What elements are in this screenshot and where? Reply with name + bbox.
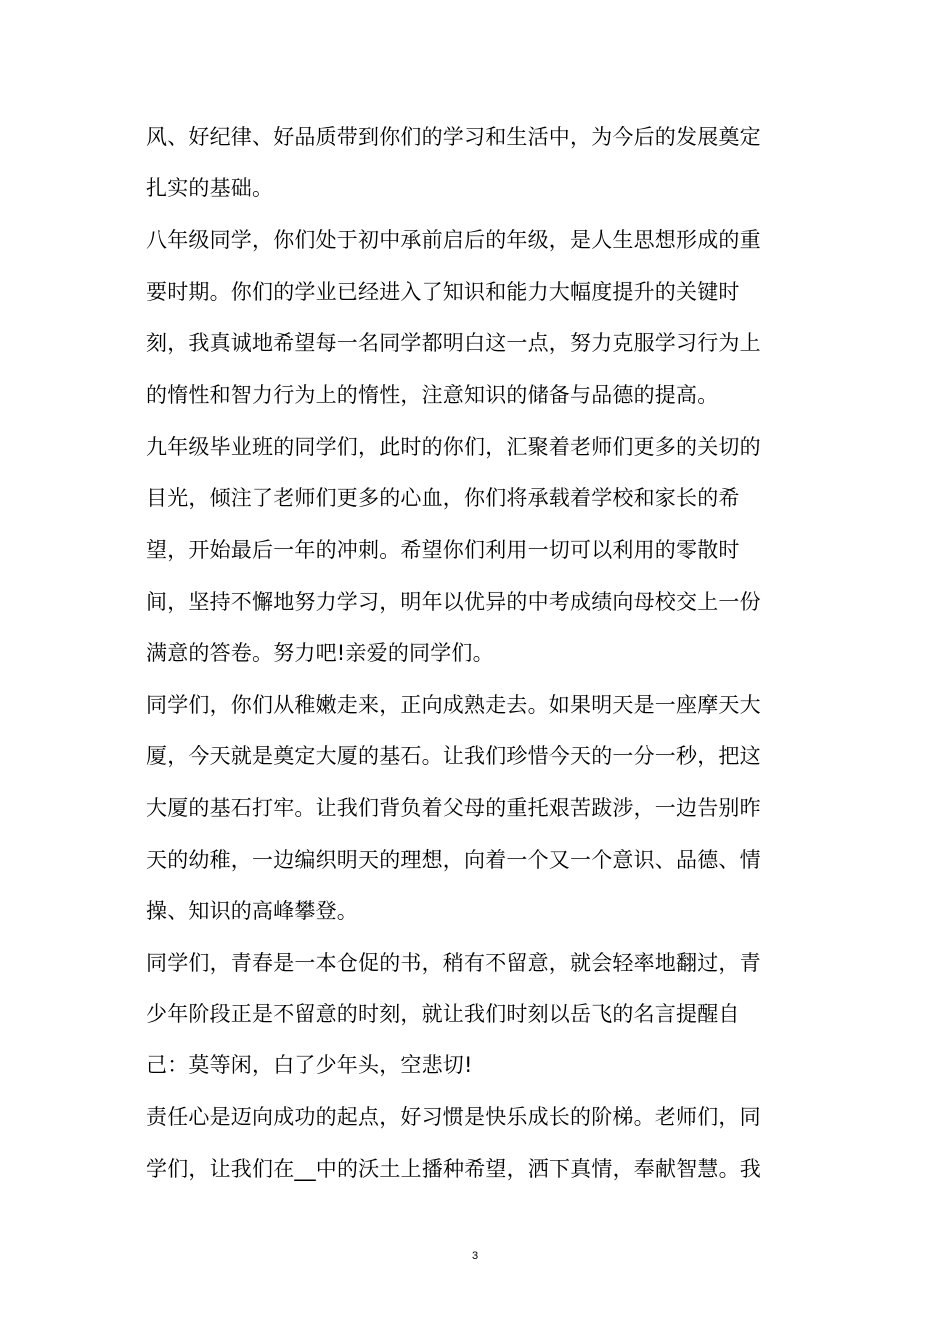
text-line: 扎实的基础。	[146, 176, 274, 200]
text-line: 厦，今天就是奠定大厦的基石。让我们珍惜今天的一分一秒，把这	[146, 744, 761, 768]
text-line: 目光，倾注了老师们更多的心血，你们将承载着学校和家长的希	[146, 486, 740, 510]
text-line: 刻，我真诚地希望每一名同学都明白这一点，努力克服学习行为上	[146, 331, 761, 355]
text-line: 少年阶段正是不留意的时刻，就让我们时刻以岳飞的名言提醒自	[146, 1002, 740, 1026]
text-line: 大厦的基石打牢。让我们背负着父母的重托艰苦跋涉，一边告别昨	[146, 796, 761, 820]
text-line: 同学们，你们从稚嫩走来，正向成熟走去。如果明天是一座摩天大	[146, 693, 761, 717]
text-line: 学们，让我们在__中的沃土上播种希望，洒下真情，奉献智慧。我	[146, 1157, 761, 1181]
text-line: 操、知识的高峰攀登。	[146, 899, 358, 923]
text-line: 责任心是迈向成功的起点，好习惯是快乐成长的阶梯。老师们，同	[146, 1105, 761, 1129]
text-line: 间，坚持不懈地努力学习，明年以优异的中考成绩向母校交上一份	[146, 590, 761, 614]
text-line: 八年级同学，你们处于初中承前启后的年级，是人生思想形成的重	[146, 228, 761, 252]
text-line: 满意的答卷。努力吧!亲爱的同学们。	[146, 641, 494, 665]
text-line: 风、好纪律、好品质带到你们的学习和生活中，为今后的发展奠定	[146, 125, 761, 149]
text-line: 要时期。你们的学业已经进入了知识和能力大幅度提升的关键时	[146, 280, 740, 304]
text-line: 的惰性和智力行为上的惰性，注意知识的储备与品德的提高。	[146, 383, 719, 407]
text-line: 己：莫等闲，白了少年头，空悲切!	[146, 1053, 473, 1077]
text-line: 天的幼稚，一边编织明天的理想，向着一个又一个意识、品德、情	[146, 848, 761, 872]
text-line: 九年级毕业班的同学们，此时的你们，汇聚着老师们更多的关切的	[146, 435, 761, 459]
text-line: 同学们，青春是一本仓促的书，稍有不留意，就会轻率地翻过，青	[146, 951, 761, 975]
page-number: 3	[471, 1250, 479, 1262]
text-line: 望，开始最后一年的冲刺。希望你们利用一切可以利用的零散时	[146, 538, 740, 562]
